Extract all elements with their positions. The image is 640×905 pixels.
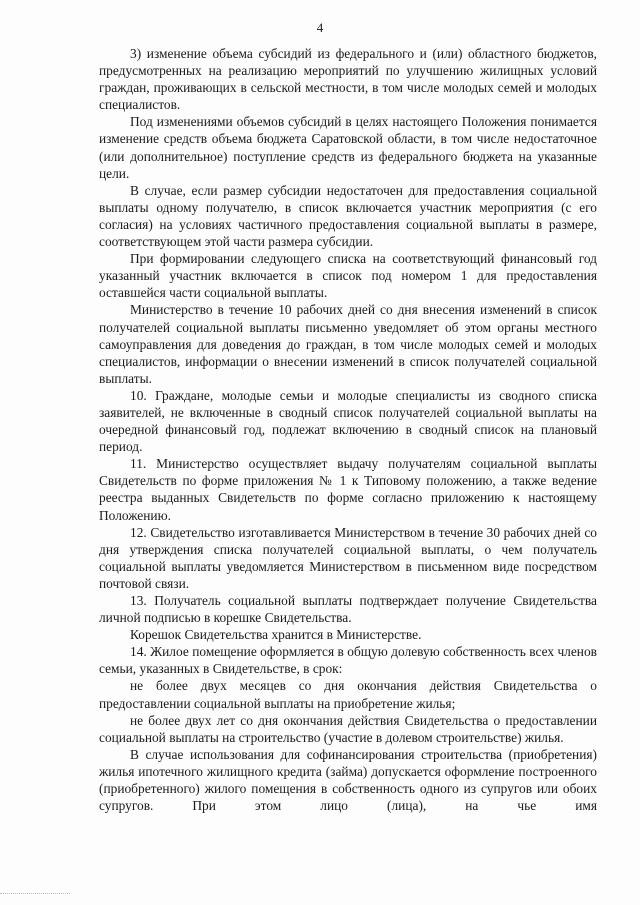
paragraph-item-10: 10. Граждане, молодые семьи и молодые специалисты из сводного списка заявителей, не включенные в сводный список получателей социальной выплаты на очередной финансовый год, подлежат включению в сводный список на плановый период. [99, 387, 597, 455]
document-body [99, 45, 597, 814]
scan-edge-mark [0, 893, 70, 894]
paragraph-term-purchase: не более двух месяцев со дня окончания действия Свидетельства о предоставлении социальной выплаты на приобретение жилья; [99, 678, 597, 711]
page-number: 4 [316, 20, 324, 35]
paragraph-item-12: 12. Свидетельство изготавливается Министерством в течение 30 рабочих дней со дня утверждения списка получателей социальной выплаты, о чем получатель социальной выплаты уведомляется Министерством в письменном виде посредством почтовой связи. [99, 524, 597, 591]
paragraph-item-11: 11. Министерство осуществляет выдачу получателям социальной выплаты Свидетельств по форме приложения № 1 к Типовому положению, а также ведение реестра выданных Свидетельств по форме согласно приложению к настоящему Положению. [99, 456, 597, 523]
paragraph-item-14: 14. Жилое помещение оформляется в общую долевую собственность всех членов семьи, указанных в Свидетельстве, в срок: [99, 644, 597, 677]
paragraph-mortgage-ownership: В случае использования для софинансирования строительства (приобретения) жилья ипотечного жилищного кредита (займа) допускается оформление построенного (приобретенного) жилого помещения в собственность одного из супругов или обоих супругов. При этом лицо (лица), на чье имя [99, 746, 597, 814]
paragraph-next-list-formation: При формировании следующего списка на соответствующий финансовый год указанный участник включается в список под номером 1 для предоставления оставшейся части социальной выплаты. [99, 251, 597, 301]
paragraph-certificate-stub: Корешок Свидетельства хранится в Министерстве. [130, 627, 422, 643]
paragraph-term-construction: не более двух лет со дня окончания действия Свидетельства о предоставлении социальной выплаты на строительство (участие в долевом строительстве) жилья. [99, 712, 597, 745]
paragraph-insufficient-subsidy: В случае, если размер субсидии недостаточен для предоставления социальной выплаты одному получателю, в список включается участник мероприятия (с его согласия) на условиях частичного предоставления социальной выплаты в размере, соответствующем этой части размера субсидии. [99, 182, 597, 250]
paragraph-subsidy-volume-change: 3) изменение объема субсидий из федерального и (или) областного бюджетов, предусмотренных на реализацию мероприятий по улучшению жилищных условий граждан, проживающих в сельской местности, в том числе молодых семей и молодых специалистов. [99, 46, 597, 113]
paragraph-item-13: 13. Получатель социальной выплаты подтверждает получение Свидетельства личной подписью в корешке Свидетельства. [99, 593, 597, 626]
paragraph-subsidy-change-definition: Под изменениями объемов субсидий в целях настоящего Положения понимается изменение средств объема бюджета Саратовской области, в том числе недостаточное (или дополнительное) поступление средств из федерального бюджета на указанные цели. [99, 114, 597, 181]
paragraph-ministry-notification: Министерство в течение 10 рабочих дней со дня внесения изменений в список получателей социальной выплаты письменно уведомляет об этом органы местного самоуправления для доведения до граждан, в том числе молодых семей и молодых специалистов, информации о внесении изменений в список получателей социальной выплаты. [99, 302, 597, 386]
